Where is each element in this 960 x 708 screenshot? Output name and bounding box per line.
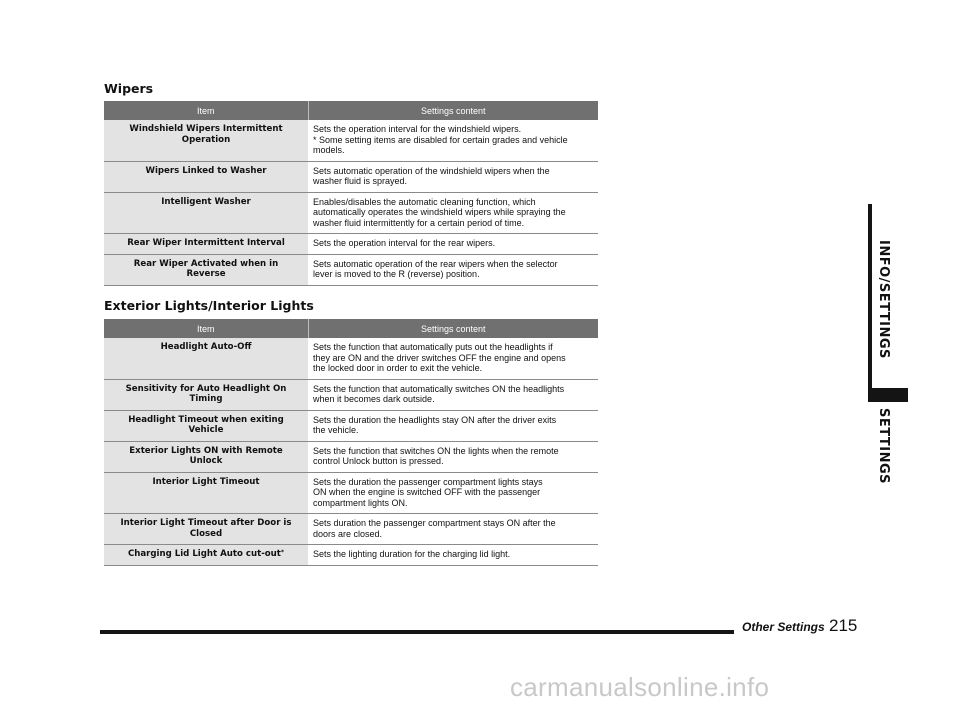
row-item: Headlight Timeout when exiting Vehicle (104, 410, 308, 441)
lights-settings-table (104, 319, 598, 566)
table-row (104, 545, 598, 566)
row-content: Sets the duration the headlights stay ON after the driver exits the vehicle. (308, 410, 598, 441)
row-content: Sets the lighting duration for the charging lid light. (308, 545, 598, 566)
wipers-settings-table (104, 101, 598, 286)
table-row (104, 161, 598, 192)
column-header-item: Item (104, 319, 308, 338)
column-header-item: Item (104, 101, 308, 120)
table-row (104, 234, 598, 255)
side-tab-rule (868, 204, 872, 388)
table-row (104, 120, 598, 161)
row-content: Sets the function that automatically switches ON the headlights when it becomes dark outside. (308, 379, 598, 410)
row-content: Enables/disables the automatic cleaning function, which automatically operates the windshield wipers while spraying the washer fluid intermittently for a certain period of time. (308, 192, 598, 234)
footer-rule (100, 630, 734, 634)
row-item: Interior Light Timeout after Door is Closed (104, 514, 308, 545)
row-item: Charging Lid Light Auto cut-out* (104, 545, 308, 566)
row-content: Sets the function that switches ON the lights when the remote control Unlock button is pressed. (308, 441, 598, 472)
table-row (104, 514, 598, 545)
side-tab-info-settings[interactable]: INFO/SETTINGS (876, 240, 891, 359)
row-item: Wipers Linked to Washer (104, 161, 308, 192)
row-item: Headlight Auto-Off (104, 338, 308, 379)
row-content: Sets the operation interval for the rear wipers. (308, 234, 598, 255)
table-header-row (104, 101, 598, 120)
column-header-settings-content: Settings content (308, 101, 598, 120)
table-header-row (104, 319, 598, 338)
row-content: Sets automatic operation of the windshield wipers when the washer fluid is sprayed. (308, 161, 598, 192)
section-title-wipers: Wipers (104, 81, 154, 96)
footnote-marker: * (280, 549, 285, 556)
row-content: Sets the function that automatically puts out the headlights if they are ON and the driver switches OFF the engine and opens the locked door in order to exit the vehicle. (308, 338, 598, 379)
row-content: Sets the operation interval for the windshield wipers. * Some setting items are disabled for certain grades and vehicle models. (308, 120, 598, 161)
table-row (104, 379, 598, 410)
side-tab-active-block (868, 388, 908, 402)
row-item: Intelligent Washer (104, 192, 308, 234)
column-header-settings-content: Settings content (308, 319, 598, 338)
table-row (104, 254, 598, 285)
side-tab-settings[interactable]: SETTINGS (876, 408, 891, 485)
table-row (104, 410, 598, 441)
row-item: Sensitivity for Auto Headlight On Timing (104, 379, 308, 410)
section-title-lights: Exterior Lights/Interior Lights (104, 298, 314, 313)
footer-section-label: Other Settings (742, 620, 825, 634)
watermark-text: carmanualsonline.info (510, 672, 770, 702)
row-content: Sets the duration the passenger compartment lights stays ON when the engine is switched OFF with the passenger compartment lights ON. (308, 472, 598, 514)
row-item: Rear Wiper Intermittent Interval (104, 234, 308, 255)
row-item: Interior Light Timeout (104, 472, 308, 514)
row-content: Sets automatic operation of the rear wipers when the selector lever is moved to the R (reverse) position. (308, 254, 598, 285)
table-row (104, 192, 598, 234)
table-row (104, 472, 598, 514)
table-row (104, 441, 598, 472)
row-content: Sets duration the passenger compartment stays ON after the doors are closed. (308, 514, 598, 545)
row-item: Windshield Wipers Intermittent Operation (104, 120, 308, 161)
row-item: Rear Wiper Activated when in Reverse (104, 254, 308, 285)
table-row (104, 338, 598, 379)
row-item: Exterior Lights ON with Remote Unlock (104, 441, 308, 472)
page-number: 215 (829, 616, 858, 635)
